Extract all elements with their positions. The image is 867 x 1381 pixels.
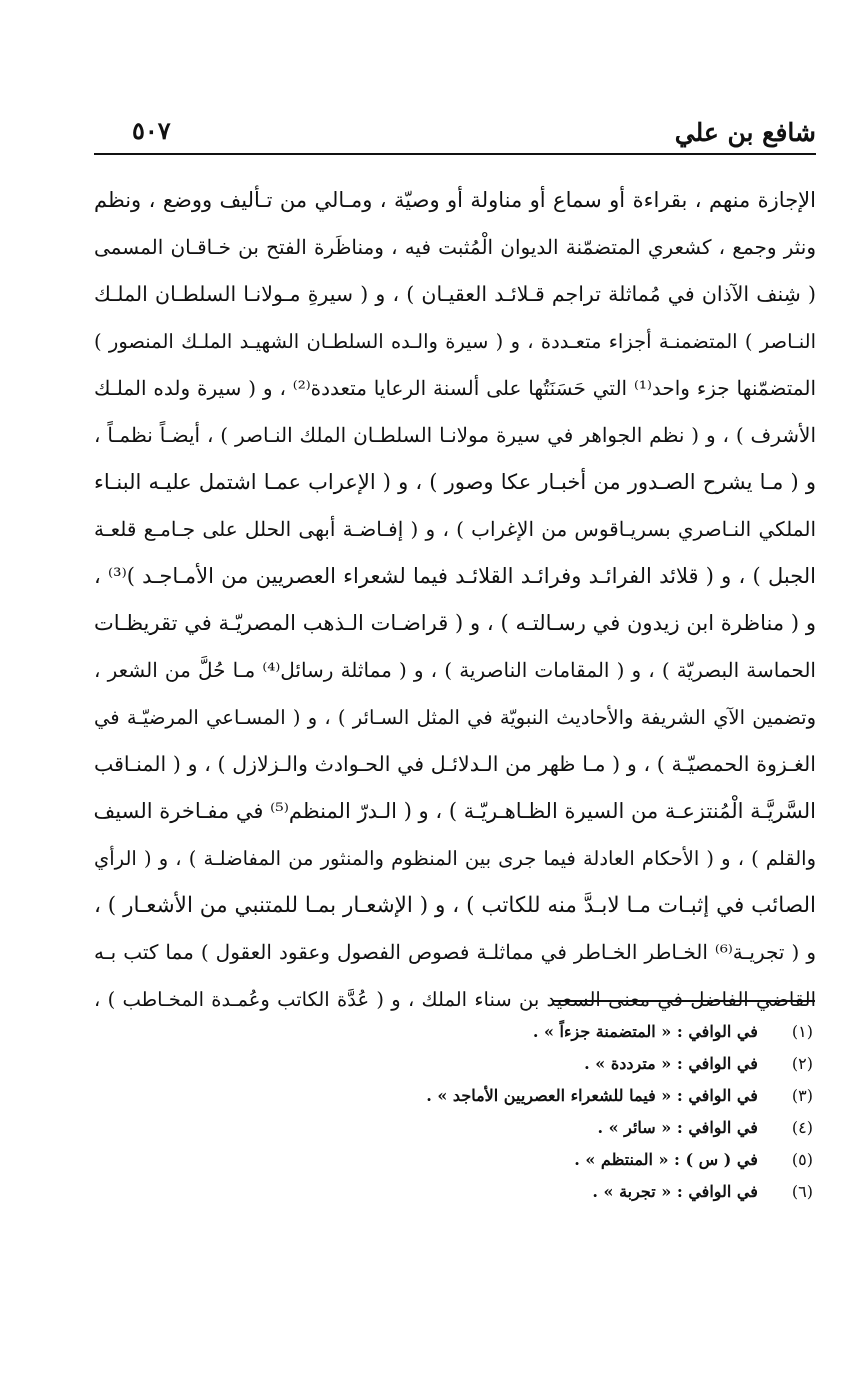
page-number: ٥٠٧ <box>132 116 171 145</box>
text-line: النـاصر ) المتضمنـة أجزاء متعـددة ، و ( سيرة والـده السلطـان الشهيـد الملـك المنصور ) <box>94 330 816 353</box>
footnote <box>253 1048 813 1080</box>
text-line: و ( مناظرة ابن زيدون في رسـالتـه ) ، و ( قراضـات الـذهب المصريّـة في تقريظـات <box>94 611 816 635</box>
text-line: الحماسة البصريّة ) ، و ( المقامات الناصرية ) ، و ( مماثلة رسائل⁽⁴⁾ مـا حُلَّ من الشعر ، <box>94 658 816 682</box>
footnote-rule <box>553 1000 815 1002</box>
main-text <box>94 177 816 1023</box>
footnote-number: (١) <box>791 1022 813 1041</box>
text-line: و ( تجريـة⁽⁶⁾ الخـاطر الخـاطر في مماثلـة فصوص الفصول وعقود العقول ) مما كتب بـه <box>94 940 816 964</box>
text-line: الإجازة منهم ، بقراءة أو سماع أو مناولة أو وصيّة ، ومـالي من تـأليف ووضع ، ونظم <box>94 188 816 212</box>
text-line: ونثر وجمع ، كشعري المتضمّنة الديوان الْمُثبت فيه ، ومناظَرة الفتح بن خـاقـان المسمى <box>94 235 816 259</box>
text-line: الأشرف ) ، و ( نظم الجواهر في سيرة مولانـا السلطـان الملك النـاصر ) ، أيضـاً نظمـاً ، <box>94 423 816 447</box>
footnote-text: في ( س ) : « المنتظم » . <box>574 1150 758 1169</box>
footnotes <box>253 1016 813 1208</box>
text-line: الجبل ) ، و ( قلائد الفرائـد وفرائـد القلائـد فيما لشعراء العصريين من الأمـاجـد )⁽³⁾ ، <box>94 564 816 588</box>
text-line: الغـزوة الحمصيّـة ) ، و ( مـا ظهر من الـدلائـل في الحـوادث والـزلازل ) ، و ( المنـاقب <box>94 752 816 776</box>
footnote-text: في الوافي : « مترددة » . <box>584 1054 758 1073</box>
footnote-number: (٢) <box>791 1054 813 1073</box>
text-line: القاضي الفاضل في معنى السعيد بن سناء الملك ، و ( عُدَّة الكاتب وعُمـدة المخـاطب ) ، <box>94 988 816 1011</box>
footnote <box>253 1112 813 1144</box>
footnote-number: (٥) <box>791 1150 813 1169</box>
footnote-text: في الوافي : « تجربة » . <box>592 1182 758 1201</box>
text-line: المتضمّنها جزء واحد⁽¹⁾ التي حَسَنَتُها على ألسنة الرعايا متعددة⁽²⁾ ، و ( سيرة ولده الملـك <box>94 376 816 400</box>
footnote <box>253 1016 813 1048</box>
header-rule <box>94 153 816 155</box>
text-line: ( شِنف الآذان في مُماثلة تراجم قـلائـد العقيـان ) ، و ( سيرةِ مـولانـا السلطـان الملـك <box>94 282 816 306</box>
text-line: والقلم ) ، و ( الأحكام العادلة فيما جرى بين المنظوم والمنثور من المفاضلـة ) ، و ( الرأي <box>94 847 816 870</box>
text-line: الملكي النـاصري بسريـاقوس من الإغراب ) ، و ( إفـاضـة أبهى الحلل على جـامـع قلعـة <box>94 517 816 541</box>
footnote-text: في الوافي : « فيما للشعراء العصريين الأماجد » . <box>426 1086 758 1105</box>
footnote-number: (٦) <box>791 1182 813 1201</box>
text-line: الصائب في إثبـات مـا لابـدَّ منه للكاتب ) ، و ( الإشعـار بمـا للمتنبي من الأشعـار ) ، <box>94 893 816 918</box>
text-line: وتضمين الآي الشريفة والأحاديث النبويّة في المثل السـائر ) ، و ( المسـاعي المرضيّـة في <box>94 706 816 729</box>
footnote <box>253 1176 813 1208</box>
text-line: و ( مـا يشرح الصـدور من أخبـار عكا وصور ) ، و ( الإعراب عمـا اشتمل عليـه البنـاء <box>94 470 816 494</box>
running-title: شافع بن علي <box>674 118 816 147</box>
footnote <box>253 1144 813 1176</box>
page-header <box>94 108 818 152</box>
footnote-text: في الوافي : « المتضمنة جزءاً » . <box>532 1022 758 1041</box>
footnote-number: (٤) <box>791 1118 813 1137</box>
text-line: السَّريَّـة الْمُنتزعـة من السيرة الظـاهـريّـة ) ، و ( الـدرّ المنظم⁽⁵⁾ في مفـاخرة السيف <box>94 799 816 823</box>
footnote-number: (٣) <box>791 1086 813 1105</box>
footnote-text: في الوافي : « سائر » . <box>597 1118 758 1137</box>
footnote <box>253 1080 813 1112</box>
